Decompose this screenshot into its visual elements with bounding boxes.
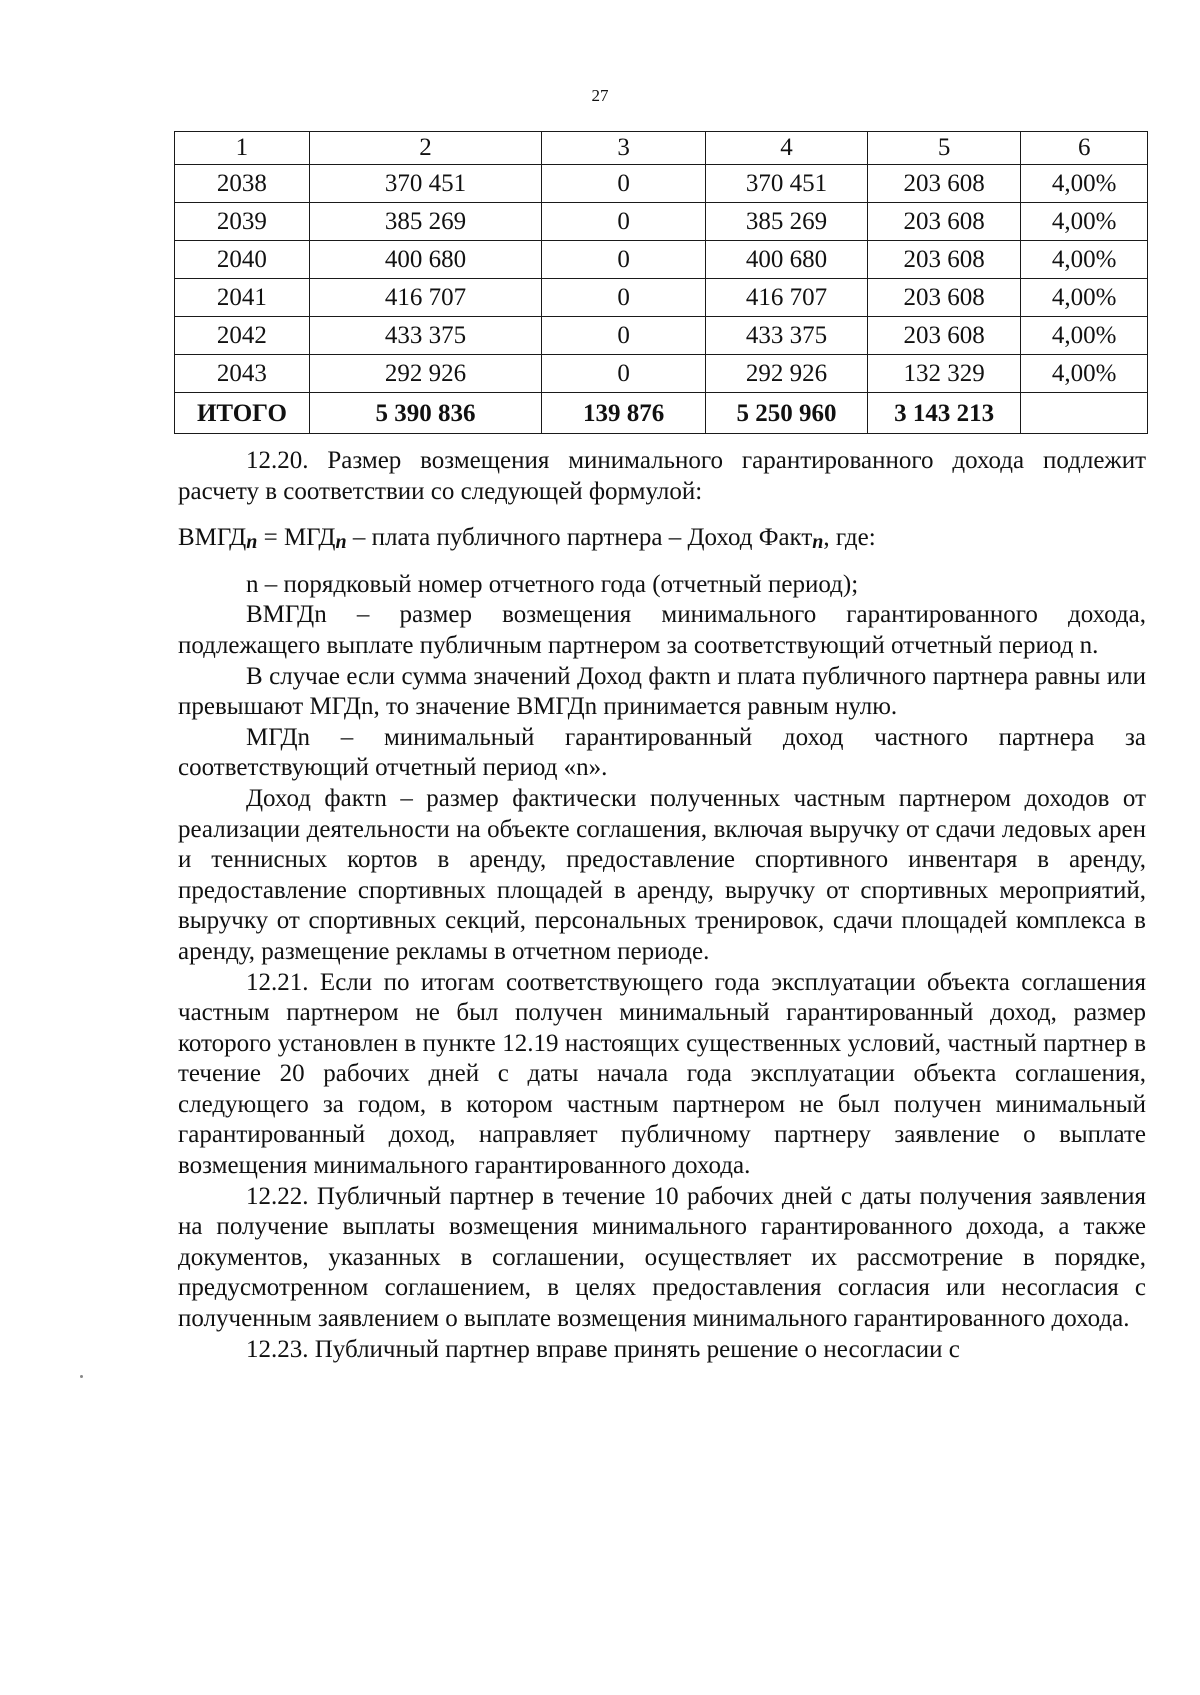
table-cell: 433 375 — [706, 317, 868, 355]
table-cell: 292 926 — [706, 355, 868, 393]
table-cell: 203 608 — [867, 317, 1021, 355]
formula-subscript: n — [812, 531, 824, 554]
formula-part: ВМГД — [178, 524, 247, 552]
table-cell: 400 680 — [706, 241, 868, 279]
table-row — [175, 203, 1148, 241]
table-header-cell: 5 — [867, 132, 1021, 165]
table-row — [175, 165, 1148, 203]
table-total-row — [175, 393, 1148, 434]
table-cell: 4,00% — [1021, 279, 1148, 317]
formula-subscript: n — [246, 531, 258, 554]
table-cell: 203 608 — [867, 165, 1021, 203]
table-cell: 416 707 — [706, 279, 868, 317]
table-cell: 370 451 — [706, 165, 868, 203]
table-cell: 370 451 — [309, 165, 541, 203]
table-cell: 4,00% — [1021, 355, 1148, 393]
definition-mgd: МГДn – минимальный гарантированный доход частного партнера за соответствующий отчетный период «n». — [178, 723, 1146, 782]
table-cell: 0 — [542, 355, 706, 393]
total-cell: 5 390 836 — [309, 393, 541, 434]
total-cell: 5 250 960 — [706, 393, 868, 434]
table-cell: 2041 — [175, 279, 310, 317]
table-cell: 203 608 — [867, 203, 1021, 241]
table-cell: 0 — [542, 279, 706, 317]
table-row — [175, 241, 1148, 279]
table-cell: 2043 — [175, 355, 310, 393]
paragraph-12-22: 12.22. Публичный партнер в течение 10 рабочих дней с даты получения заявления на получение выплаты возмещения минимального гарантированного дохода, а также документов, указанных в соглашении, осуществляет их рассмотрение в порядке, предусмотренном соглашением, в целях предоставления согласия или несогласия с полученным заявлением о выплате возмещения минимального гарантированного дохода. — [178, 1182, 1146, 1333]
table-cell: 2042 — [175, 317, 310, 355]
table-cell: 400 680 — [309, 241, 541, 279]
table-cell: 132 329 — [867, 355, 1021, 393]
table-cell: 4,00% — [1021, 165, 1148, 203]
definition-income: Доход фактn – размер фактически полученных частным партнером доходов от реализации деятельности на объекте соглашения, включая выручку от сдачи ледовых арен и теннисных кортов в аренду, предоставление спортивного инвентаря в аренду, предоставление спортивных площадей в аренду, выручку от спортивных мероприятий, выручку от спортивных секций, персональных тренировок, сдачи площадей комплекса в аренду, размещение рекламы в отчетном периоде. — [178, 784, 1146, 965]
table-cell: 0 — [542, 241, 706, 279]
formula-part: , где: — [823, 524, 876, 552]
definition-n: n – порядковый номер отчетного года (отчетный период); — [246, 570, 859, 598]
table-header-cell: 3 — [542, 132, 706, 165]
paragraph-12-21: 12.21. Если по итогам соответствующего года эксплуатации объекта соглашения частным партнером не был получен минимальный гарантированный доход, размер которого установлен в пункте 12.19 настоящих существенных условий, частный партнер в течение 20 рабочих дней с даты начала года эксплуатации объекта соглашения, следующего за годом, в котором частным партнером не был получен минимальный гарантированный доход, направляет публичному партнеру заявление о выплате возмещения минимального гарантированного дохода. — [178, 968, 1146, 1180]
page-number: 27 — [591, 86, 609, 105]
formula-part: – плата публичного партнера – Доход Факт — [346, 524, 813, 552]
formula-part: = МГД — [257, 524, 336, 552]
scan-artifact — [80, 1375, 83, 1378]
definition-vmgd: ВМГДn – размер возмещения минимального гарантированного дохода, подлежащего выплате публичным партнером за соответствующий отчетный период n. — [178, 601, 1146, 659]
table-header-cell: 2 — [309, 132, 541, 165]
table-cell: 416 707 — [309, 279, 541, 317]
table-header-cell: 4 — [706, 132, 868, 165]
table-row — [175, 355, 1148, 393]
total-cell: 139 876 — [542, 393, 706, 434]
document-body — [178, 446, 1146, 1365]
table-header-row — [175, 132, 1148, 165]
table-cell: 4,00% — [1021, 241, 1148, 279]
table-cell: 4,00% — [1021, 317, 1148, 355]
paragraph-12-20: 12.20. Размер возмещения минимального гарантированного дохода подлежит расчету в соответствии со следующей формулой: — [178, 447, 1146, 505]
table-cell: 0 — [542, 165, 706, 203]
table-cell: 2038 — [175, 165, 310, 203]
table-cell: 292 926 — [309, 355, 541, 393]
table-cell: 2039 — [175, 203, 310, 241]
table-cell: 203 608 — [867, 241, 1021, 279]
total-cell — [1021, 393, 1148, 434]
table-cell: 385 269 — [706, 203, 868, 241]
table-cell: 385 269 — [309, 203, 541, 241]
table-cell: 2040 — [175, 241, 310, 279]
table-cell: 203 608 — [867, 279, 1021, 317]
income-table — [174, 131, 1148, 434]
table-row — [175, 279, 1148, 317]
formula-subscript: n — [335, 531, 347, 554]
total-cell: 3 143 213 — [867, 393, 1021, 434]
table-header-cell: 1 — [175, 132, 310, 165]
table-row — [175, 317, 1148, 355]
table-cell: 0 — [542, 317, 706, 355]
table-header-cell: 6 — [1021, 132, 1148, 165]
table-cell: 4,00% — [1021, 203, 1148, 241]
paragraph-case-zero: В случае если сумма значений Доход фактn и плата публичного партнера равны или превышают МГДn, то значение ВМГДn принимается равным нулю. — [178, 662, 1146, 721]
paragraph-12-23: 12.23. Публичный партнер вправе принять решение о несогласии с — [246, 1335, 960, 1363]
formula — [178, 523, 1146, 558]
table-cell: 0 — [542, 203, 706, 241]
total-label: ИТОГО — [175, 393, 310, 434]
table-cell: 433 375 — [309, 317, 541, 355]
